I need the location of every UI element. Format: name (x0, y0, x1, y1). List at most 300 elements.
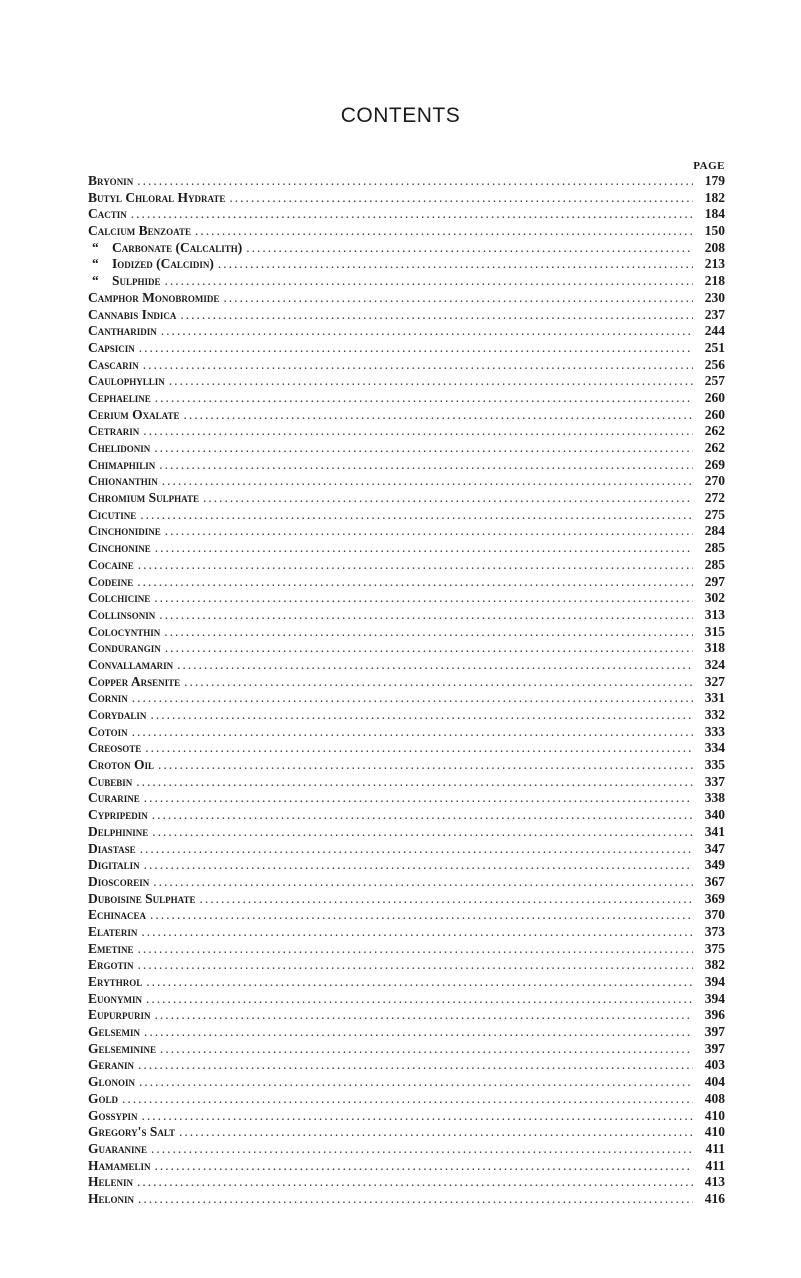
toc-entry (88, 891, 725, 908)
dot-leader (141, 924, 693, 941)
toc-entry-page: 370 (704, 907, 725, 923)
toc-entry-label (88, 557, 134, 574)
toc-entry-text: Helonin (88, 1190, 135, 1206)
toc-entry-label (88, 957, 134, 974)
toc-entry-label (88, 1007, 151, 1024)
toc-entry (88, 1057, 725, 1074)
toc-entry-text: Gossypin (88, 1107, 138, 1123)
toc-entry-page: 327 (704, 673, 725, 689)
ditto-mark: “ (92, 239, 99, 255)
dot-leader (161, 323, 693, 340)
dot-leader (246, 240, 693, 257)
toc-entry-label (88, 857, 140, 874)
toc-entry-label (88, 690, 128, 707)
dot-leader (203, 490, 693, 507)
toc-entry-page: 284 (704, 523, 725, 539)
toc-entry (88, 991, 725, 1008)
toc-entry-page: 260 (704, 389, 725, 405)
ditto-mark: “ (92, 273, 99, 289)
toc-entry-label (88, 307, 176, 324)
toc-entry-label (88, 724, 128, 741)
toc-entry-page: 208 (704, 239, 725, 255)
toc-entry-text: Colchicine (88, 590, 151, 606)
contents-list (88, 173, 725, 1208)
toc-entry-label (88, 256, 214, 273)
toc-entry-page: 272 (704, 490, 725, 506)
toc-entry (88, 1108, 725, 1125)
toc-entry-label (88, 1091, 118, 1108)
toc-entry-page: 411 (705, 1157, 725, 1173)
toc-entry-text: Cephaeline (88, 389, 151, 405)
toc-entry (88, 657, 725, 674)
dot-leader (160, 1041, 693, 1058)
toc-entry-page: 260 (704, 406, 725, 422)
toc-entry (88, 457, 725, 474)
toc-entry-label (88, 423, 139, 440)
toc-entry (88, 1141, 725, 1158)
toc-entry (88, 907, 725, 924)
dot-leader (146, 991, 693, 1008)
toc-entry-text: Gregory's Salt (88, 1124, 176, 1140)
toc-entry (88, 1124, 725, 1141)
dot-leader (137, 1174, 693, 1191)
toc-entry (88, 273, 725, 290)
toc-entry-page: 270 (704, 473, 725, 489)
toc-entry-page: 313 (704, 606, 725, 622)
toc-entry-text: Cerium Oxalate (88, 406, 180, 422)
dot-leader (137, 574, 693, 591)
dot-leader (162, 473, 693, 490)
dot-leader (154, 440, 693, 457)
toc-entry-text: Cotoin (88, 723, 128, 739)
dot-leader (183, 407, 693, 424)
toc-entry-label (88, 740, 141, 757)
toc-entry-text: Caulophyllin (88, 373, 165, 389)
dot-leader (177, 657, 693, 674)
dot-leader (229, 190, 693, 207)
toc-entry-text: Curarine (88, 790, 140, 806)
toc-entry-text: Sulphide (112, 273, 161, 289)
toc-entry-page: 338 (704, 790, 725, 806)
toc-entry-text: Chimaphilin (88, 456, 156, 472)
dot-leader (155, 1158, 694, 1175)
toc-entry (88, 373, 725, 390)
toc-entry-page: 333 (704, 723, 725, 739)
dot-leader (155, 390, 693, 407)
dot-leader (140, 507, 693, 524)
toc-entry-page: 394 (704, 974, 725, 989)
toc-entry-page: 416 (704, 1190, 725, 1206)
toc-entry-label (88, 473, 158, 490)
dot-leader (179, 1124, 693, 1141)
toc-entry-label (88, 757, 154, 774)
dot-leader (159, 457, 693, 474)
toc-entry-text: Chromium Sulphate (88, 490, 199, 506)
toc-entry-text: Collinsonin (88, 606, 156, 622)
toc-entry-text: Diastase (88, 840, 136, 856)
toc-entry-text: Cantharidin (88, 323, 157, 339)
toc-entry-label (88, 1041, 156, 1058)
toc-entry-page: 410 (704, 1124, 725, 1140)
toc-entry-text: Geranin (88, 1057, 135, 1073)
toc-entry (88, 674, 725, 691)
dot-leader (180, 307, 693, 324)
toc-entry (88, 974, 725, 991)
toc-entry-text: Dioscorein (88, 873, 150, 889)
toc-entry-label (88, 1191, 134, 1208)
toc-entry (88, 256, 725, 273)
toc-entry-text: Eupurpurin (88, 1007, 151, 1023)
toc-entry-page: 396 (704, 1007, 725, 1023)
dot-leader (145, 740, 693, 757)
toc-entry-label (88, 657, 173, 674)
dot-leader (132, 724, 693, 741)
toc-entry-page: 369 (704, 890, 725, 906)
toc-entry-text: Chionanthin (88, 473, 158, 489)
toc-entry-page: 331 (704, 690, 725, 706)
toc-entry-label (88, 1057, 134, 1074)
dot-leader (138, 941, 693, 958)
dot-leader (138, 957, 693, 974)
toc-entry-label (88, 1074, 135, 1091)
toc-entry-text: Capsicin (88, 339, 135, 355)
toc-entry (88, 323, 725, 340)
toc-entry (88, 774, 725, 791)
toc-entry-label (88, 607, 155, 624)
toc-entry-page: 150 (704, 223, 725, 239)
dot-leader (223, 290, 693, 307)
toc-entry-text: Croton Oil (88, 757, 154, 773)
toc-entry-text: Elaterin (88, 923, 138, 939)
dot-leader (146, 974, 693, 991)
dot-leader (144, 1024, 693, 1041)
dot-leader (138, 557, 693, 574)
toc-entry-text: Cubebin (88, 773, 133, 789)
toc-entry-label (88, 1158, 151, 1175)
toc-entry (88, 640, 725, 657)
toc-entry-text: Chelidonin (88, 440, 151, 455)
toc-entry-label (88, 206, 127, 223)
toc-entry-text: Guaranine (88, 1140, 148, 1156)
toc-entry (88, 607, 725, 624)
toc-entry (88, 390, 725, 407)
dot-leader (152, 824, 693, 841)
dot-leader (218, 256, 693, 273)
toc-entry-label (88, 490, 199, 507)
toc-entry-label (88, 974, 142, 991)
toc-entry-page: 340 (704, 807, 725, 823)
toc-entry-page: 256 (704, 356, 725, 372)
toc-entry-page: 397 (704, 1040, 725, 1056)
dot-leader (137, 173, 693, 190)
dot-leader (143, 423, 693, 440)
dot-leader (151, 1141, 693, 1158)
dot-leader (164, 624, 693, 641)
toc-entry-label (88, 790, 140, 807)
toc-entry-text: Condurangin (88, 640, 161, 656)
toc-entry-text: Creosote (88, 740, 142, 756)
toc-entry-text: Delphinine (88, 823, 149, 839)
toc-entry-page: 382 (704, 957, 725, 973)
dot-leader (152, 807, 693, 824)
toc-entry (88, 523, 725, 540)
toc-entry-text: Ergotin (88, 957, 134, 973)
toc-entry-page: 269 (704, 456, 725, 472)
toc-entry-page: 297 (704, 573, 725, 589)
toc-entry (88, 590, 725, 607)
toc-entry (88, 857, 725, 874)
toc-entry-page: 285 (704, 540, 725, 556)
toc-entry-text: Cornin (88, 690, 128, 706)
dot-leader (200, 891, 694, 908)
toc-entry (88, 574, 725, 591)
toc-entry (88, 240, 725, 257)
toc-entry (88, 190, 725, 207)
dot-leader (131, 206, 693, 223)
toc-entry-page: 404 (704, 1074, 725, 1090)
toc-entry (88, 206, 725, 223)
toc-entry (88, 824, 725, 841)
toc-entry (88, 1041, 725, 1058)
toc-entry-page: 262 (704, 423, 725, 439)
toc-entry-label (88, 640, 161, 657)
toc-entry-text: Cetrarin (88, 423, 140, 439)
dot-leader (150, 707, 693, 724)
dot-leader (158, 757, 693, 774)
dot-leader (132, 690, 693, 707)
toc-entry-text: Corydalin (88, 707, 147, 722)
toc-entry (88, 724, 725, 741)
toc-entry-label (88, 507, 136, 524)
toc-entry-label (88, 874, 149, 891)
toc-entry-page: 237 (704, 306, 725, 322)
dot-leader (165, 273, 693, 290)
toc-entry-label (88, 223, 191, 240)
toc-entry-text: Cocaine (88, 556, 134, 572)
page-title: CONTENTS (340, 104, 461, 127)
toc-entry-page: 394 (704, 990, 725, 1006)
toc-entry-page: 230 (704, 289, 725, 305)
toc-entry-label (88, 1024, 140, 1041)
dot-leader (140, 841, 693, 858)
toc-entry-page: 179 (704, 173, 725, 188)
toc-entry-label (88, 273, 161, 290)
dot-leader (155, 1007, 694, 1024)
toc-entry-label (88, 924, 137, 941)
toc-entry-page: 182 (704, 189, 725, 205)
toc-entry-text: Glonoin (88, 1074, 136, 1090)
toc-entry (88, 1074, 725, 1091)
toc-entry-label (88, 590, 150, 607)
toc-entry-label (88, 807, 148, 824)
toc-entry-page: 262 (704, 440, 725, 455)
toc-entry (88, 1024, 725, 1041)
toc-entry (88, 790, 725, 807)
toc-entry-text: Calcium Benzoate (88, 223, 191, 239)
dot-leader (165, 523, 693, 540)
dot-leader (153, 874, 693, 891)
toc-entry-text: Carbonate (Calcalith) (112, 239, 243, 255)
toc-entry-label (88, 340, 135, 357)
toc-entry (88, 1007, 725, 1024)
toc-entry (88, 223, 725, 240)
dot-leader (169, 373, 693, 390)
toc-entry-page: 213 (704, 256, 725, 272)
toc-entry-text: Cinchonidine (88, 523, 161, 539)
toc-entry (88, 440, 725, 457)
dot-leader (136, 774, 693, 791)
dot-leader (154, 590, 693, 607)
toc-entry-page: 251 (704, 339, 725, 355)
toc-entry (88, 507, 725, 524)
dot-leader (139, 1074, 693, 1091)
toc-entry-page: 318 (704, 640, 725, 656)
toc-entry (88, 624, 725, 641)
toc-entry-page: 347 (704, 840, 725, 856)
toc-entry-text: Cinchonine (88, 540, 151, 556)
toc-entry-text: Gelseminine (88, 1040, 157, 1056)
toc-entry (88, 557, 725, 574)
toc-entry-label (88, 707, 146, 724)
toc-entry-page: 367 (704, 873, 725, 889)
dot-leader (195, 223, 693, 240)
toc-entry-text: Convallamarin (88, 656, 174, 672)
dot-leader (142, 1108, 693, 1125)
toc-entry-page: 411 (705, 1140, 725, 1156)
toc-entry-page: 275 (704, 506, 725, 522)
toc-entry-page: 184 (704, 206, 725, 222)
toc-entry-page: 332 (704, 707, 725, 722)
toc-entry-label (88, 523, 161, 540)
toc-entry (88, 357, 725, 374)
toc-entry (88, 423, 725, 440)
toc-entry-text: Cicutine (88, 506, 137, 522)
toc-entry-page: 373 (704, 923, 725, 939)
toc-entry (88, 957, 725, 974)
dot-leader (138, 1057, 693, 1074)
toc-entry-page: 403 (704, 1057, 725, 1073)
toc-entry-label (88, 457, 155, 474)
toc-entry (88, 757, 725, 774)
toc-entry-label (88, 407, 179, 424)
toc-entry-label (88, 190, 225, 207)
toc-entry-label (88, 907, 146, 924)
toc-entry (88, 807, 725, 824)
toc-entry-text: Cannabis Indica (88, 306, 177, 322)
dot-leader (144, 790, 693, 807)
toc-entry-page: 335 (704, 757, 725, 773)
dot-leader (184, 674, 693, 691)
toc-entry-label (88, 674, 180, 691)
toc-entry-page: 375 (704, 940, 725, 956)
toc-entry-label (88, 991, 142, 1008)
toc-entry (88, 1158, 725, 1175)
toc-entry-label (88, 774, 132, 791)
toc-entry (88, 941, 725, 958)
toc-entry (88, 924, 725, 941)
toc-entry-text: Emetine (88, 940, 134, 956)
toc-entry-page: 413 (704, 1174, 725, 1190)
toc-entry-label (88, 240, 242, 257)
toc-entry-label (88, 841, 136, 858)
toc-entry (88, 841, 725, 858)
dot-leader (138, 1191, 693, 1208)
dot-leader (139, 340, 693, 357)
toc-entry-text: Helenin (88, 1174, 134, 1190)
toc-entry-text: Iodized (Calcidin) (112, 256, 214, 272)
toc-entry-label (88, 390, 151, 407)
dot-leader (143, 357, 693, 374)
toc-entry-page: 349 (704, 857, 725, 873)
toc-entry-text: Bryonin (88, 173, 134, 188)
toc-entry-label (88, 1124, 175, 1141)
toc-entry-label (88, 1174, 133, 1191)
toc-entry-page: 410 (704, 1107, 725, 1123)
ditto-mark: “ (92, 256, 99, 272)
dot-leader (122, 1091, 693, 1108)
dot-leader (159, 607, 693, 624)
toc-entry-label (88, 624, 160, 641)
toc-entry (88, 707, 725, 724)
toc-entry-label (88, 1108, 138, 1125)
dot-leader (150, 907, 693, 924)
toc-entry-label (88, 173, 133, 190)
page-column-header: PAGE (693, 160, 725, 172)
toc-entry-page: 408 (704, 1090, 725, 1106)
toc-entry-text: Duboisine Sulphate (88, 890, 196, 906)
toc-entry-text: Cypripedin (88, 807, 148, 823)
toc-entry-page: 341 (704, 823, 725, 839)
toc-entry (88, 1174, 725, 1191)
toc-entry-page: 257 (704, 373, 725, 389)
toc-entry-label (88, 357, 139, 374)
toc-entry-text: Cactin (88, 206, 127, 222)
toc-entry-text: Gold (88, 1090, 119, 1106)
toc-entry-page: 218 (704, 273, 725, 289)
toc-entry-text: Codeine (88, 573, 134, 589)
dot-leader (155, 540, 693, 557)
toc-entry-page: 337 (704, 773, 725, 789)
toc-entry-label (88, 891, 196, 908)
toc-entry-page: 397 (704, 1024, 725, 1040)
toc-entry-page: 324 (704, 656, 725, 672)
toc-entry-page: 285 (704, 556, 725, 572)
toc-entry-label (88, 824, 148, 841)
toc-entry (88, 690, 725, 707)
toc-entry-text: Copper Arsenite (88, 673, 181, 689)
toc-entry-label (88, 574, 133, 591)
toc-entry-label (88, 323, 157, 340)
toc-entry-text: Erythrol (88, 974, 143, 989)
toc-entry-text: Gelsemin (88, 1024, 141, 1040)
toc-entry-text: Digitalin (88, 857, 140, 873)
toc-entry (88, 540, 725, 557)
dot-leader (144, 857, 693, 874)
toc-entry-page: 244 (704, 323, 725, 339)
toc-entry-label (88, 373, 165, 390)
toc-entry-page: 302 (704, 590, 725, 606)
toc-entry-label (88, 941, 134, 958)
toc-entry-text: Butyl Chloral Hydrate (88, 189, 226, 205)
toc-entry-text: Camphor Monobromide (88, 289, 220, 305)
toc-entry (88, 874, 725, 891)
toc-entry (88, 173, 725, 190)
toc-entry-label (88, 290, 219, 307)
toc-entry (88, 490, 725, 507)
toc-entry-text: Hamamelin (88, 1157, 151, 1173)
dot-leader (165, 640, 693, 657)
toc-entry-label (88, 1141, 147, 1158)
